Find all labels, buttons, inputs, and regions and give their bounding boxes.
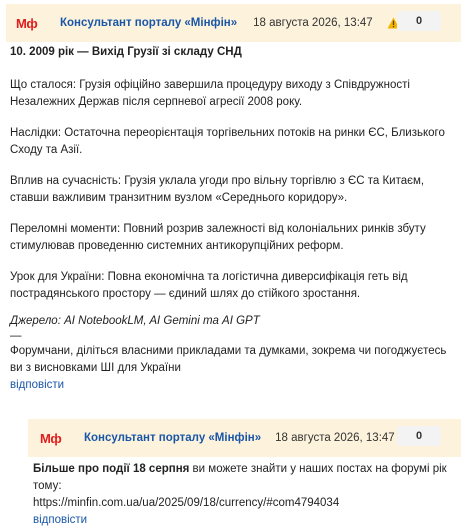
reply-date: 18 августа 2026, 13:47 [275, 432, 395, 444]
reply-plain-text: ви можете знайти у наших постах на форумі рік тому: [33, 463, 447, 492]
post-paragraph: Урок для України: Повна економічна та логістична диверсифікація геть від пострадянського простору — єдиний шлях до стійкого зростання. [10, 271, 408, 300]
post-paragraph: Переломні моменти: Повний розрив залежності від колоніальних ринків збуту стимулював проведенню системних антикорупційних реформ. [10, 223, 426, 252]
author-link[interactable]: Консультант порталу «Мінфін» [60, 17, 238, 29]
post-paragraph: Наслідки: Остаточна переорієнтація торгівельних потоків на ринки ЄС, Близького Сходу та Азії. [10, 127, 445, 156]
reply-bold-text: Більше про події 18 серпня [33, 463, 190, 475]
minfin-logo[interactable]: Мф [16, 15, 38, 31]
vote-score[interactable]: 0 [397, 11, 441, 31]
post-date: 18 августа 2026, 13:47 [253, 17, 373, 29]
post-paragraph: Що сталося: Грузія офіційно завершила процедуру виходу з Співдружності Незалежних Держав після серпневої агресії 2008 року. [10, 79, 410, 108]
post-header [6, 4, 461, 42]
reply-text [33, 461, 463, 495]
minfin-logo[interactable]: Мф [40, 430, 62, 446]
reply-link[interactable]: відповісти [33, 514, 88, 526]
reply-link[interactable]: відповісти [10, 379, 65, 391]
post-paragraph: Вплив на сучасність: Грузія уклала угоди про вільну торгівлю з ЄС та Китаєм, ставши важливим транзитним вузлом «Середнього коридору». [10, 175, 425, 204]
vote-score[interactable]: 0 [397, 426, 441, 446]
reply-header [28, 419, 461, 457]
reply-url: https://minfin.com.ua/ua/2025/09/18/currency/#com4794034 [33, 497, 340, 509]
post-title: 10. 2009 рік — Вихід Грузії зі складу СНД [10, 46, 242, 58]
author-link[interactable]: Консультант порталу «Мінфін» [84, 432, 262, 444]
post-body [10, 46, 455, 391]
reply-body [33, 461, 463, 526]
separator-dash: — [10, 330, 22, 342]
forum-callout: Форумчани, діліться власними прикладами та думками, зокрема чи погоджуєтесь ви з висновками ШІ для України [10, 345, 447, 374]
post-source: Джерело: AI NotebookLM, AI Gemini та AI GPT [10, 315, 260, 327]
